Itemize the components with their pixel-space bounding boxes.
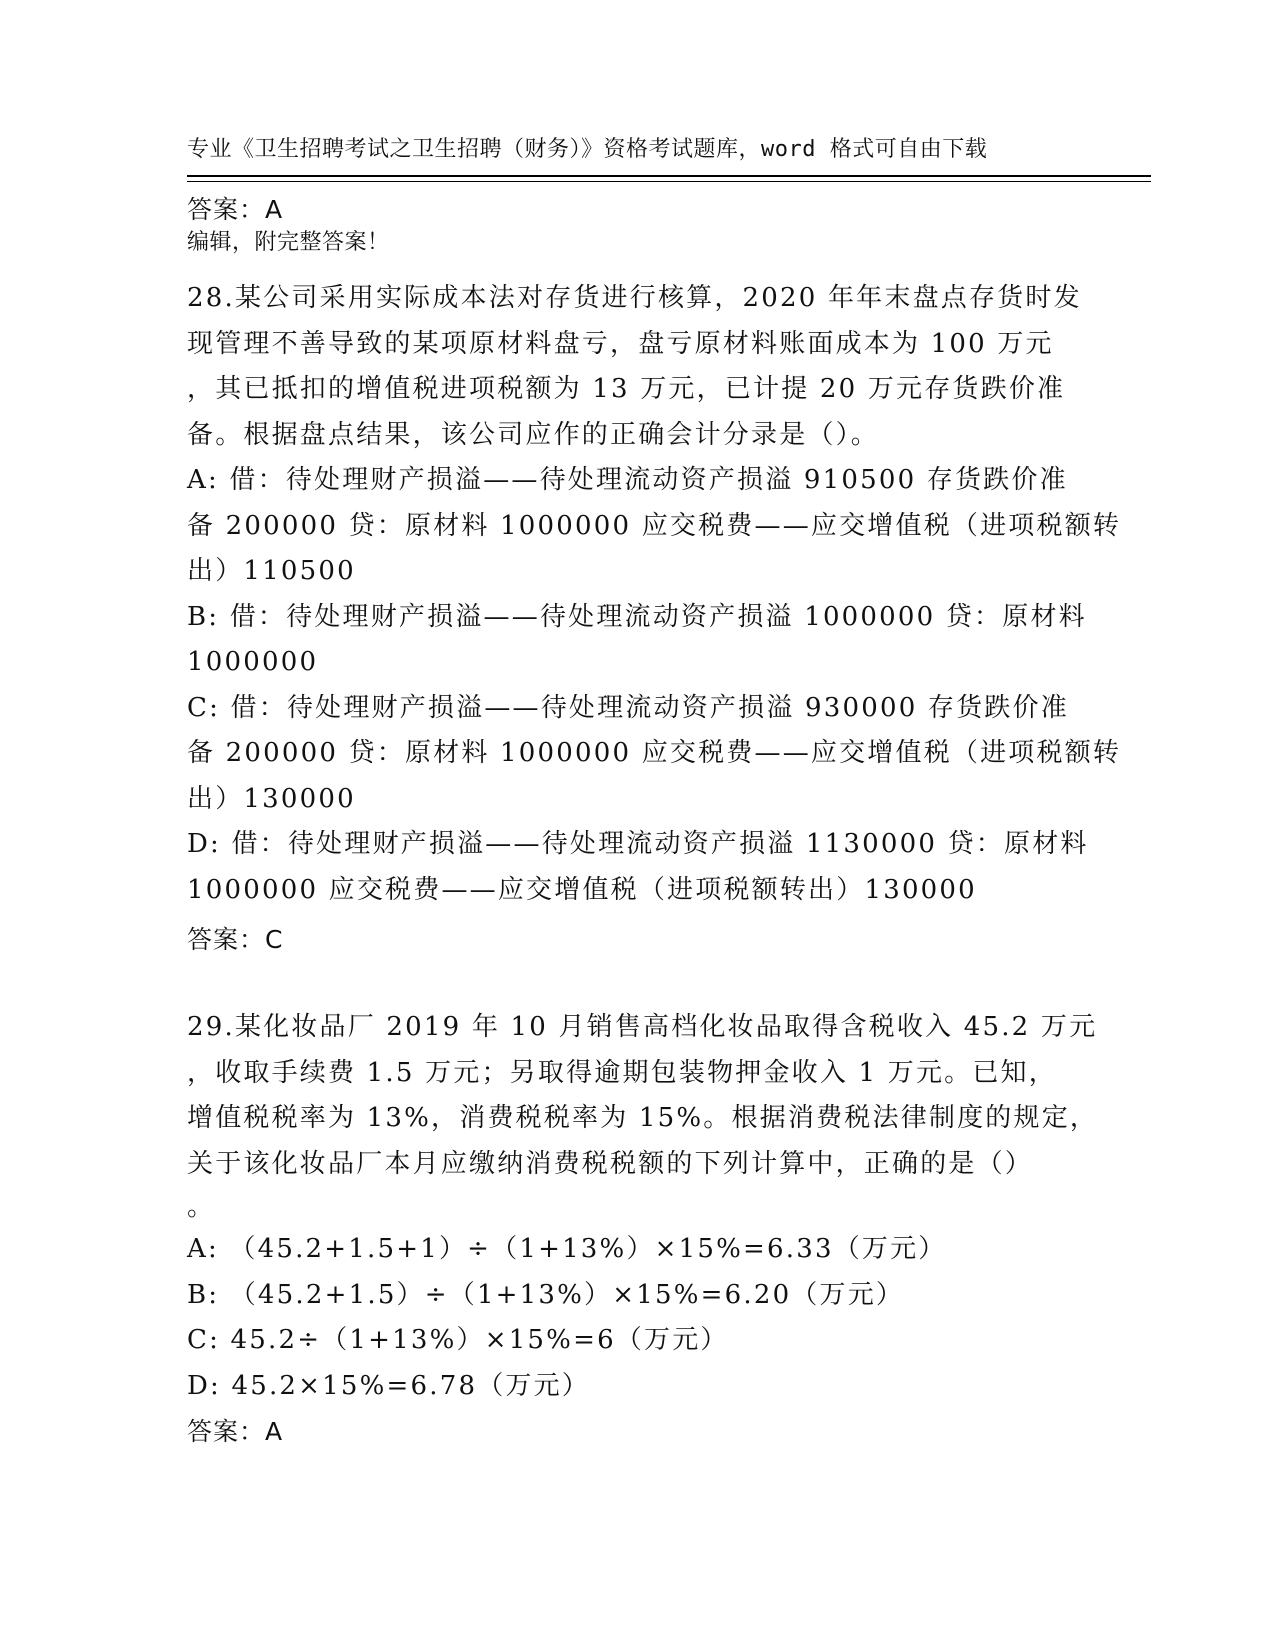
header-divider-thick [187, 175, 1151, 177]
text-line: 备。根据盘点结果，该公司应作的正确会计分录是（）。 [187, 419, 880, 450]
text-line: 备 200000 贷：原材料 1000000 应交税费——应交增值税（进项税额转 [187, 510, 1122, 541]
question-29-option-c: C: 45.2÷（1+13%）×15%=6（万元） [187, 1325, 729, 1355]
question-28-option-c [187, 686, 1122, 823]
question-28-stem [187, 276, 1087, 458]
question-29-option-d: D: 45.2×15%=6.78（万元） [187, 1370, 591, 1401]
text-line: 增值税税率为 13%，消费税税率为 15%。根据消费税法律制度的规定， [187, 1103, 1099, 1133]
header-line-2: 编辑，附完整答案！ [187, 230, 390, 255]
question-28-option-b [187, 595, 1087, 686]
header-divider-thin [187, 181, 1151, 182]
text-line: 备 200000 贷：原材料 1000000 应交税费——应交增值税（进项税额转 [187, 738, 1122, 768]
text-line: C: 借：待处理财产损溢——待处理流动资产损溢 930000 存货跌价准 [187, 692, 1069, 723]
question-28-option-d [187, 822, 1087, 913]
text-line: 。 [187, 1192, 216, 1222]
text-line: 出）110500 [187, 556, 356, 586]
text-line: A: 借：待处理财产损溢——待处理流动资产损溢 910500 存货跌价准 [187, 465, 1068, 495]
text-line: 关于该化妆品厂本月应缴纳消费税税额的下列计算中，正确的是（） [187, 1148, 1034, 1179]
question-29-stem [187, 1005, 1099, 1227]
text-line: 28.某公司采用实际成本法对存货进行核算，2020 年年末盘点存货时发 [187, 283, 1082, 313]
question-29-option-a: A: （45.2+1.5+1）÷（1+13%）×15%=6.33（万元） [187, 1234, 947, 1264]
question-29 [187, 1005, 1099, 1409]
text-line: B: 借：待处理财产损溢——待处理流动资产损溢 1000000 贷：原材料 [187, 601, 1087, 632]
question-28-answer: 答案：C [187, 925, 284, 954]
question-28 [187, 276, 1122, 913]
text-line: 1000000 应交税费——应交增值税（进项税额转出）130000 [187, 874, 977, 905]
question-28-option-a [187, 458, 1122, 595]
text-line: 1000000 [187, 647, 319, 677]
header-line-1: 专业《卫生招聘考试之卫生招聘（财务）》资格考试题库，word 格式可自由下载 [187, 137, 988, 162]
question-29-answer: 答案：A [187, 1417, 284, 1446]
text-line: 29.某化妆品厂 2019 年 10 月销售高档化妆品取得含税收入 45.2 万元 [187, 1012, 1098, 1042]
text-line: 出）130000 [187, 783, 356, 814]
text-line: D: 借：待处理财产损溢——待处理流动资产损溢 1130000 贷：原材料 [187, 829, 1089, 859]
text-line: ，收取手续费 1.5 万元；另取得逾期包装物押金收入 1 万元。已知， [187, 1057, 1057, 1088]
text-line: ，其已抵扣的增值税进项税额为 13 万元，已计提 20 万元存货跌价准 [187, 374, 1066, 404]
question-29-option-b: B: （45.2+1.5）÷（1+13%）×15%=6.20（万元） [187, 1279, 905, 1310]
previous-question-answer: 答案：A [187, 195, 284, 224]
text-line: 现管理不善导致的某项原材料盘亏，盘亏原材料账面成本为 100 万元 [187, 328, 1054, 359]
